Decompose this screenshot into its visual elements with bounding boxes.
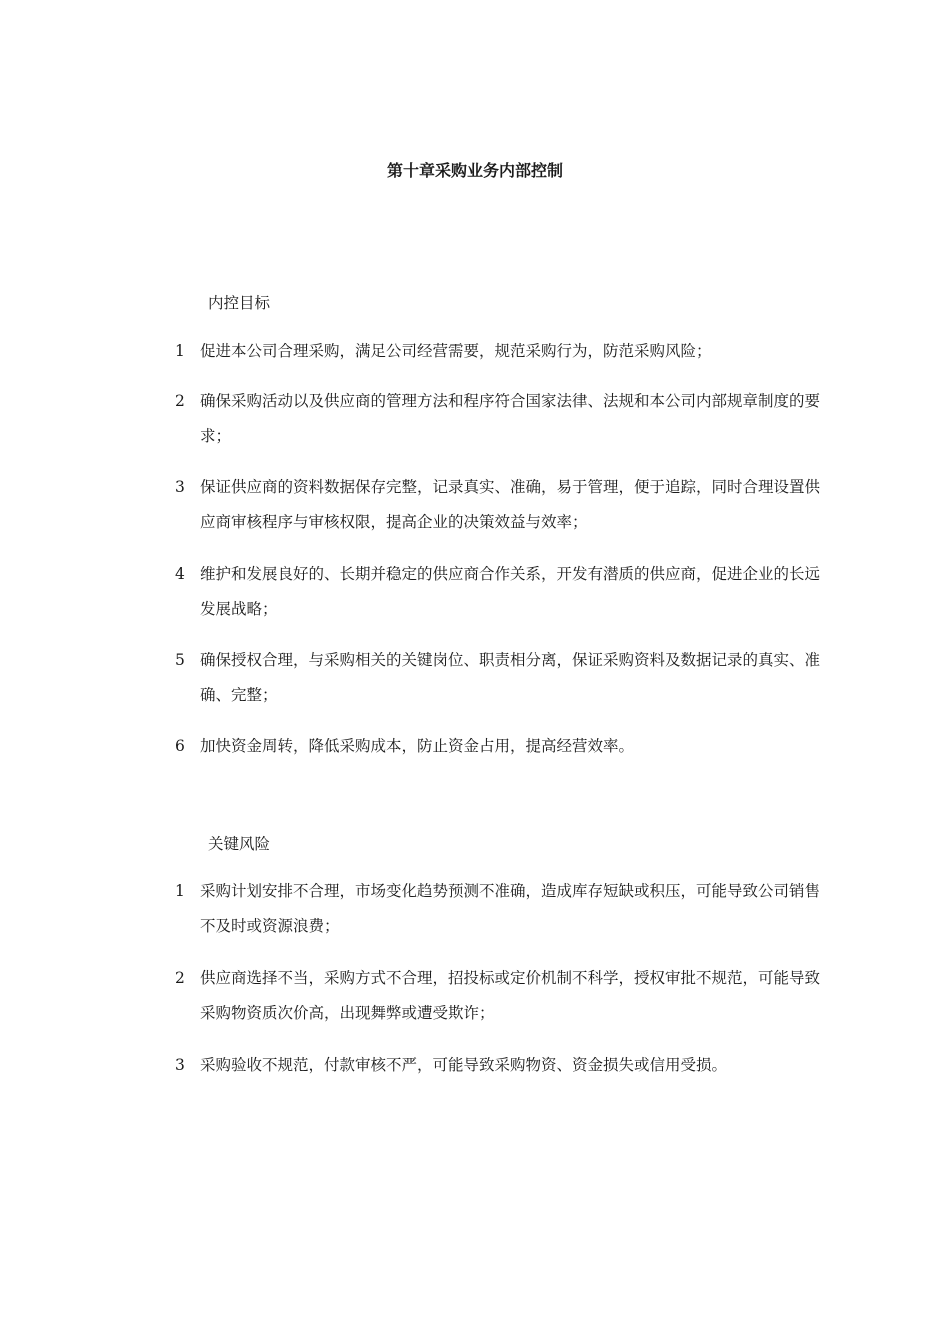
item-text: 保证供应商的资料数据保存完整，记录真实、准确，易于管理，便于追踪，同时合理设置供应商审核程序与审核权限，提高企业的决策效益与效率； xyxy=(200,478,821,531)
risk-item-3 xyxy=(175,1048,820,1083)
item-number: 1 xyxy=(175,882,185,900)
section-heading-objectives: 内控目标 xyxy=(208,294,271,312)
item-number: 2 xyxy=(175,392,185,410)
objective-item-1 xyxy=(175,334,820,369)
item-number: 6 xyxy=(175,737,185,755)
objective-item-4 xyxy=(175,557,820,627)
item-text: 供应商选择不当，采购方式不合理，招投标或定价机制不科学，授权审批不规范，可能导致采购物资质次价高，出现舞弊或遭受欺诈； xyxy=(200,969,821,1022)
section-heading-risks: 关键风险 xyxy=(208,835,271,853)
item-number: 3 xyxy=(175,1056,185,1074)
item-number: 3 xyxy=(175,478,185,496)
item-number: 4 xyxy=(175,565,185,583)
item-number: 2 xyxy=(175,969,185,987)
item-text: 采购验收不规范，付款审核不严，可能导致采购物资、资金损失或信用受损。 xyxy=(200,1056,728,1074)
item-text: 确保采购活动以及供应商的管理方法和程序符合国家法律、法规和本公司内部规章制度的要求； xyxy=(200,392,821,445)
item-number: 1 xyxy=(175,342,185,360)
objective-item-6 xyxy=(175,729,820,764)
item-text: 采购计划安排不合理，市场变化趋势预测不准确，造成库存短缺或积压，可能导致公司销售不及时或资源浪费； xyxy=(200,882,821,935)
item-number: 5 xyxy=(175,651,185,669)
item-text: 确保授权合理，与采购相关的关键岗位、职责相分离，保证采购资料及数据记录的真实、准确、完整； xyxy=(200,651,821,704)
item-text: 加快资金周转，降低采购成本，防止资金占用，提高经营效率。 xyxy=(200,737,635,755)
objective-item-2 xyxy=(175,384,820,454)
objective-item-5 xyxy=(175,643,820,713)
risk-item-1 xyxy=(175,874,820,944)
item-text: 维护和发展良好的、长期并稳定的供应商合作关系，开发有潜质的供应商，促进企业的长远发展战略； xyxy=(200,565,821,618)
objective-item-3 xyxy=(175,470,820,540)
risk-item-2 xyxy=(175,961,820,1031)
item-text: 促进本公司合理采购，满足公司经营需要，规范采购行为，防范采购风险； xyxy=(200,342,712,360)
page-title: 第十章采购业务内部控制 xyxy=(386,161,563,180)
